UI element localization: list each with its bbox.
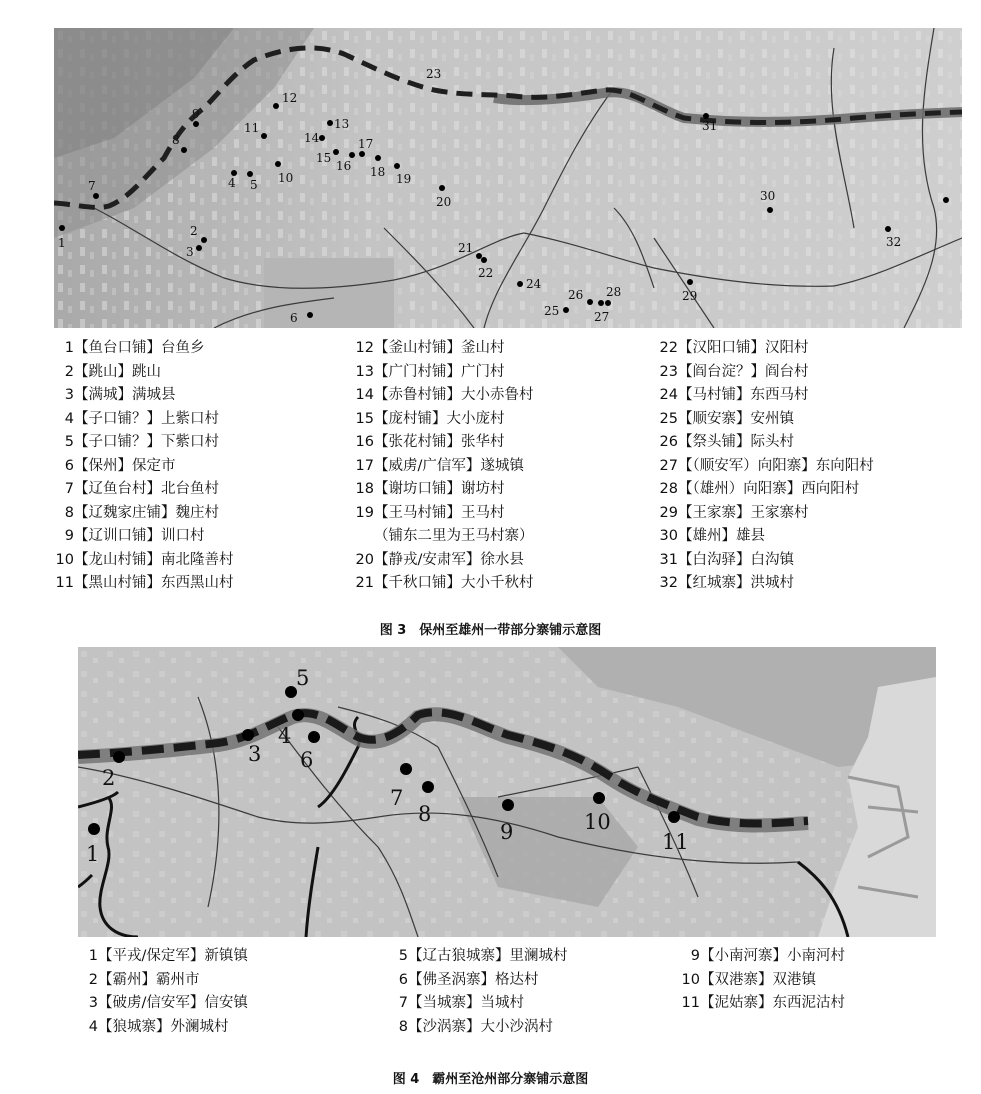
point-12 bbox=[273, 103, 279, 109]
legend3-col1 bbox=[54, 337, 234, 596]
label-7: 7 bbox=[88, 179, 96, 193]
legend3-col2 bbox=[354, 337, 534, 596]
label-12: 12 bbox=[282, 91, 298, 105]
point-2 bbox=[113, 751, 125, 763]
point-2 bbox=[201, 237, 207, 243]
label-16: 16 bbox=[336, 159, 352, 173]
label-4: 4 bbox=[228, 176, 236, 190]
label-23: 23 bbox=[426, 67, 442, 81]
map-figure-3[interactable] bbox=[54, 28, 962, 328]
legend4-col2 bbox=[388, 945, 568, 1039]
label-32: 32 bbox=[886, 235, 902, 249]
label-9: 9 bbox=[192, 107, 200, 121]
legend-row: 21【千秋口铺】大小千秋村 bbox=[355, 575, 534, 591]
legend-row: 1【平戎/保定军】新镇镇 bbox=[88, 948, 248, 964]
legend-row: 28【（雄州）向阳寨】西向阳村 bbox=[659, 481, 860, 497]
legend-row: 23【阎台淀？】阎台村 bbox=[659, 363, 809, 380]
label-7: 7 bbox=[390, 786, 404, 810]
point-1 bbox=[59, 225, 65, 231]
map-figure-4-canvas bbox=[78, 647, 936, 937]
legend-row: 8【辽魏家庄铺】魏庄村 bbox=[64, 504, 219, 521]
point-15 bbox=[333, 149, 339, 155]
point-32 bbox=[885, 226, 891, 232]
point-6 bbox=[308, 731, 320, 743]
label-21: 21 bbox=[458, 241, 474, 255]
label-24: 24 bbox=[526, 277, 542, 291]
label-27: 27 bbox=[594, 310, 610, 324]
point-8 bbox=[422, 781, 434, 793]
legend-row: 30【雄州】雄县 bbox=[659, 528, 765, 544]
point-extra bbox=[943, 197, 949, 203]
label-28: 28 bbox=[606, 285, 622, 299]
label-20: 20 bbox=[436, 195, 452, 209]
legend-row: 10【双港寨】双港镇 bbox=[681, 971, 816, 988]
legend-row: 26【祭头铺】际头村 bbox=[659, 434, 794, 450]
point-30 bbox=[767, 207, 773, 213]
figure-4-caption: 图 4 霸州至沧州部分寨铺示意图 bbox=[392, 1072, 589, 1087]
label-25: 25 bbox=[544, 304, 560, 318]
point-8 bbox=[181, 147, 187, 153]
legend3-col3 bbox=[658, 337, 874, 596]
legend-row: 15【庞村铺】大小庞村 bbox=[355, 410, 505, 427]
point-3 bbox=[242, 729, 254, 741]
legend-row: 4【狼城寨】外澜城村 bbox=[88, 1018, 229, 1035]
point-14 bbox=[319, 135, 325, 141]
city-area bbox=[264, 258, 394, 328]
legend4-col1 bbox=[78, 945, 248, 1039]
legend-row: 1【鱼台口铺】台鱼乡 bbox=[64, 340, 205, 356]
legend-row: 13【广门村铺】广门村 bbox=[355, 363, 505, 380]
point-25 bbox=[563, 307, 569, 313]
label-10: 10 bbox=[584, 810, 611, 834]
legend-row: 6【保州】保定市 bbox=[64, 457, 176, 474]
point-28 bbox=[605, 300, 611, 306]
label-5: 5 bbox=[296, 666, 310, 690]
point-18 bbox=[375, 155, 381, 161]
label-1: 1 bbox=[58, 236, 66, 250]
point-20 bbox=[439, 185, 445, 191]
legend-row: 20【静戎/安肃军】徐水县 bbox=[355, 551, 524, 568]
legend-row: 24【马村铺】东西马村 bbox=[659, 387, 809, 403]
legend-row: 11【泥姑寨】东西泥沽村 bbox=[681, 995, 845, 1011]
label-2: 2 bbox=[190, 224, 198, 238]
label-29: 29 bbox=[682, 289, 698, 303]
legend-row: 3【满城】满城县 bbox=[64, 387, 176, 403]
legend-row: 19【王马村铺】王马村 bbox=[355, 504, 505, 521]
point-17 bbox=[359, 151, 365, 157]
legend-row: 17【威虏/广信军】遂城镇 bbox=[355, 457, 524, 474]
legend-row: 5【辽古狼城寨】里澜城村 bbox=[398, 948, 568, 964]
legend-row: 2【跳山】跳山 bbox=[64, 363, 161, 380]
label-14: 14 bbox=[304, 131, 320, 145]
point-5 bbox=[247, 171, 253, 177]
point-21 bbox=[476, 253, 482, 259]
label-5: 5 bbox=[250, 178, 258, 192]
label-6: 6 bbox=[290, 311, 298, 325]
label-9: 9 bbox=[500, 820, 514, 844]
label-11: 11 bbox=[662, 830, 689, 854]
legend-row: 9【小南河寨】小南河村 bbox=[690, 948, 845, 964]
point-29 bbox=[687, 279, 693, 285]
legend-row: 2【霸州】霸州市 bbox=[88, 971, 200, 988]
legend-row: 10【龙山村铺】南北隆善村 bbox=[55, 551, 234, 568]
point-10 bbox=[593, 792, 605, 804]
legend-row: 31【白沟驿】白沟镇 bbox=[659, 551, 794, 568]
point-11 bbox=[668, 811, 680, 823]
label-18: 18 bbox=[370, 165, 386, 179]
legend-row: 7【辽鱼台村】北台鱼村 bbox=[64, 481, 219, 497]
legend-row: 12【釜山村铺】釜山村 bbox=[355, 340, 505, 356]
point-19 bbox=[394, 163, 400, 169]
legend-row: 11【黑山村铺】东西黑山村 bbox=[55, 575, 234, 591]
label-3: 3 bbox=[248, 742, 262, 766]
label-17: 17 bbox=[358, 137, 374, 151]
point-26 bbox=[587, 299, 593, 305]
legend-row: 5【子口铺？】下紫口村 bbox=[64, 434, 219, 450]
point-4 bbox=[292, 709, 304, 721]
legend-row: 25【顺安寨】安州镇 bbox=[659, 410, 794, 427]
point-1 bbox=[88, 823, 100, 835]
label-11: 11 bbox=[244, 121, 260, 135]
label-22: 22 bbox=[478, 266, 494, 280]
label-3: 3 bbox=[186, 245, 194, 259]
label-31: 31 bbox=[702, 119, 718, 133]
label-13: 13 bbox=[334, 117, 350, 131]
label-4: 4 bbox=[278, 724, 292, 748]
point-22 bbox=[481, 257, 487, 263]
legend-row: 4【子口铺？】上紫口村 bbox=[64, 410, 219, 427]
point-16 bbox=[349, 152, 355, 158]
legend-row: 18【谢坊口铺】谢坊村 bbox=[355, 481, 505, 497]
point-6 bbox=[307, 312, 313, 318]
point-24 bbox=[517, 281, 523, 287]
legend-row: 29【王家寨】王家寨村 bbox=[659, 504, 809, 521]
label-15: 15 bbox=[316, 151, 332, 165]
point-7 bbox=[93, 193, 99, 199]
map-figure-4[interactable] bbox=[78, 647, 936, 937]
legend-row: 3【破虏/信安军】信安镇 bbox=[88, 995, 248, 1011]
legend-row: 32【红城寨】洪城村 bbox=[659, 575, 794, 591]
legend-row: 9【辽训口铺】训口村 bbox=[64, 528, 205, 544]
label-1: 1 bbox=[86, 842, 100, 866]
legend-row: 8【沙涡寨】大小沙涡村 bbox=[398, 1018, 553, 1035]
point-9 bbox=[502, 799, 514, 811]
figure-3-caption: 图 3 保州至雄州一带部分寨铺示意图 bbox=[379, 623, 602, 638]
legend-row: 7【当城寨】当城村 bbox=[398, 995, 524, 1011]
point-11 bbox=[261, 133, 267, 139]
point-7 bbox=[400, 763, 412, 775]
legend-row: 27【（顺安军）向阳寨】东向阳村 bbox=[659, 457, 874, 474]
legend-row: 6【佛圣涡寨】格达村 bbox=[398, 971, 539, 988]
label-6: 6 bbox=[300, 748, 314, 772]
point-27 bbox=[598, 300, 604, 306]
point-9 bbox=[193, 121, 199, 127]
label-26: 26 bbox=[568, 288, 584, 302]
label-8: 8 bbox=[418, 802, 432, 826]
label-30: 30 bbox=[760, 189, 776, 203]
label-8: 8 bbox=[172, 133, 180, 147]
legend4-col3 bbox=[680, 945, 845, 1016]
map-figure-3-canvas bbox=[54, 28, 962, 328]
point-10 bbox=[275, 161, 281, 167]
point-3 bbox=[196, 245, 202, 251]
point-13 bbox=[327, 120, 333, 126]
legend-row: 14【赤鲁村铺】大小赤鲁村 bbox=[355, 387, 534, 403]
legend-row: 16【张花村铺】张华村 bbox=[355, 434, 505, 450]
label-10: 10 bbox=[278, 171, 294, 185]
legend-row: （铺东二里为王马村寨） bbox=[374, 528, 534, 544]
legend-row: 22【汉阳口铺】汉阳村 bbox=[659, 340, 809, 356]
label-19: 19 bbox=[396, 172, 412, 186]
label-2: 2 bbox=[102, 766, 116, 790]
